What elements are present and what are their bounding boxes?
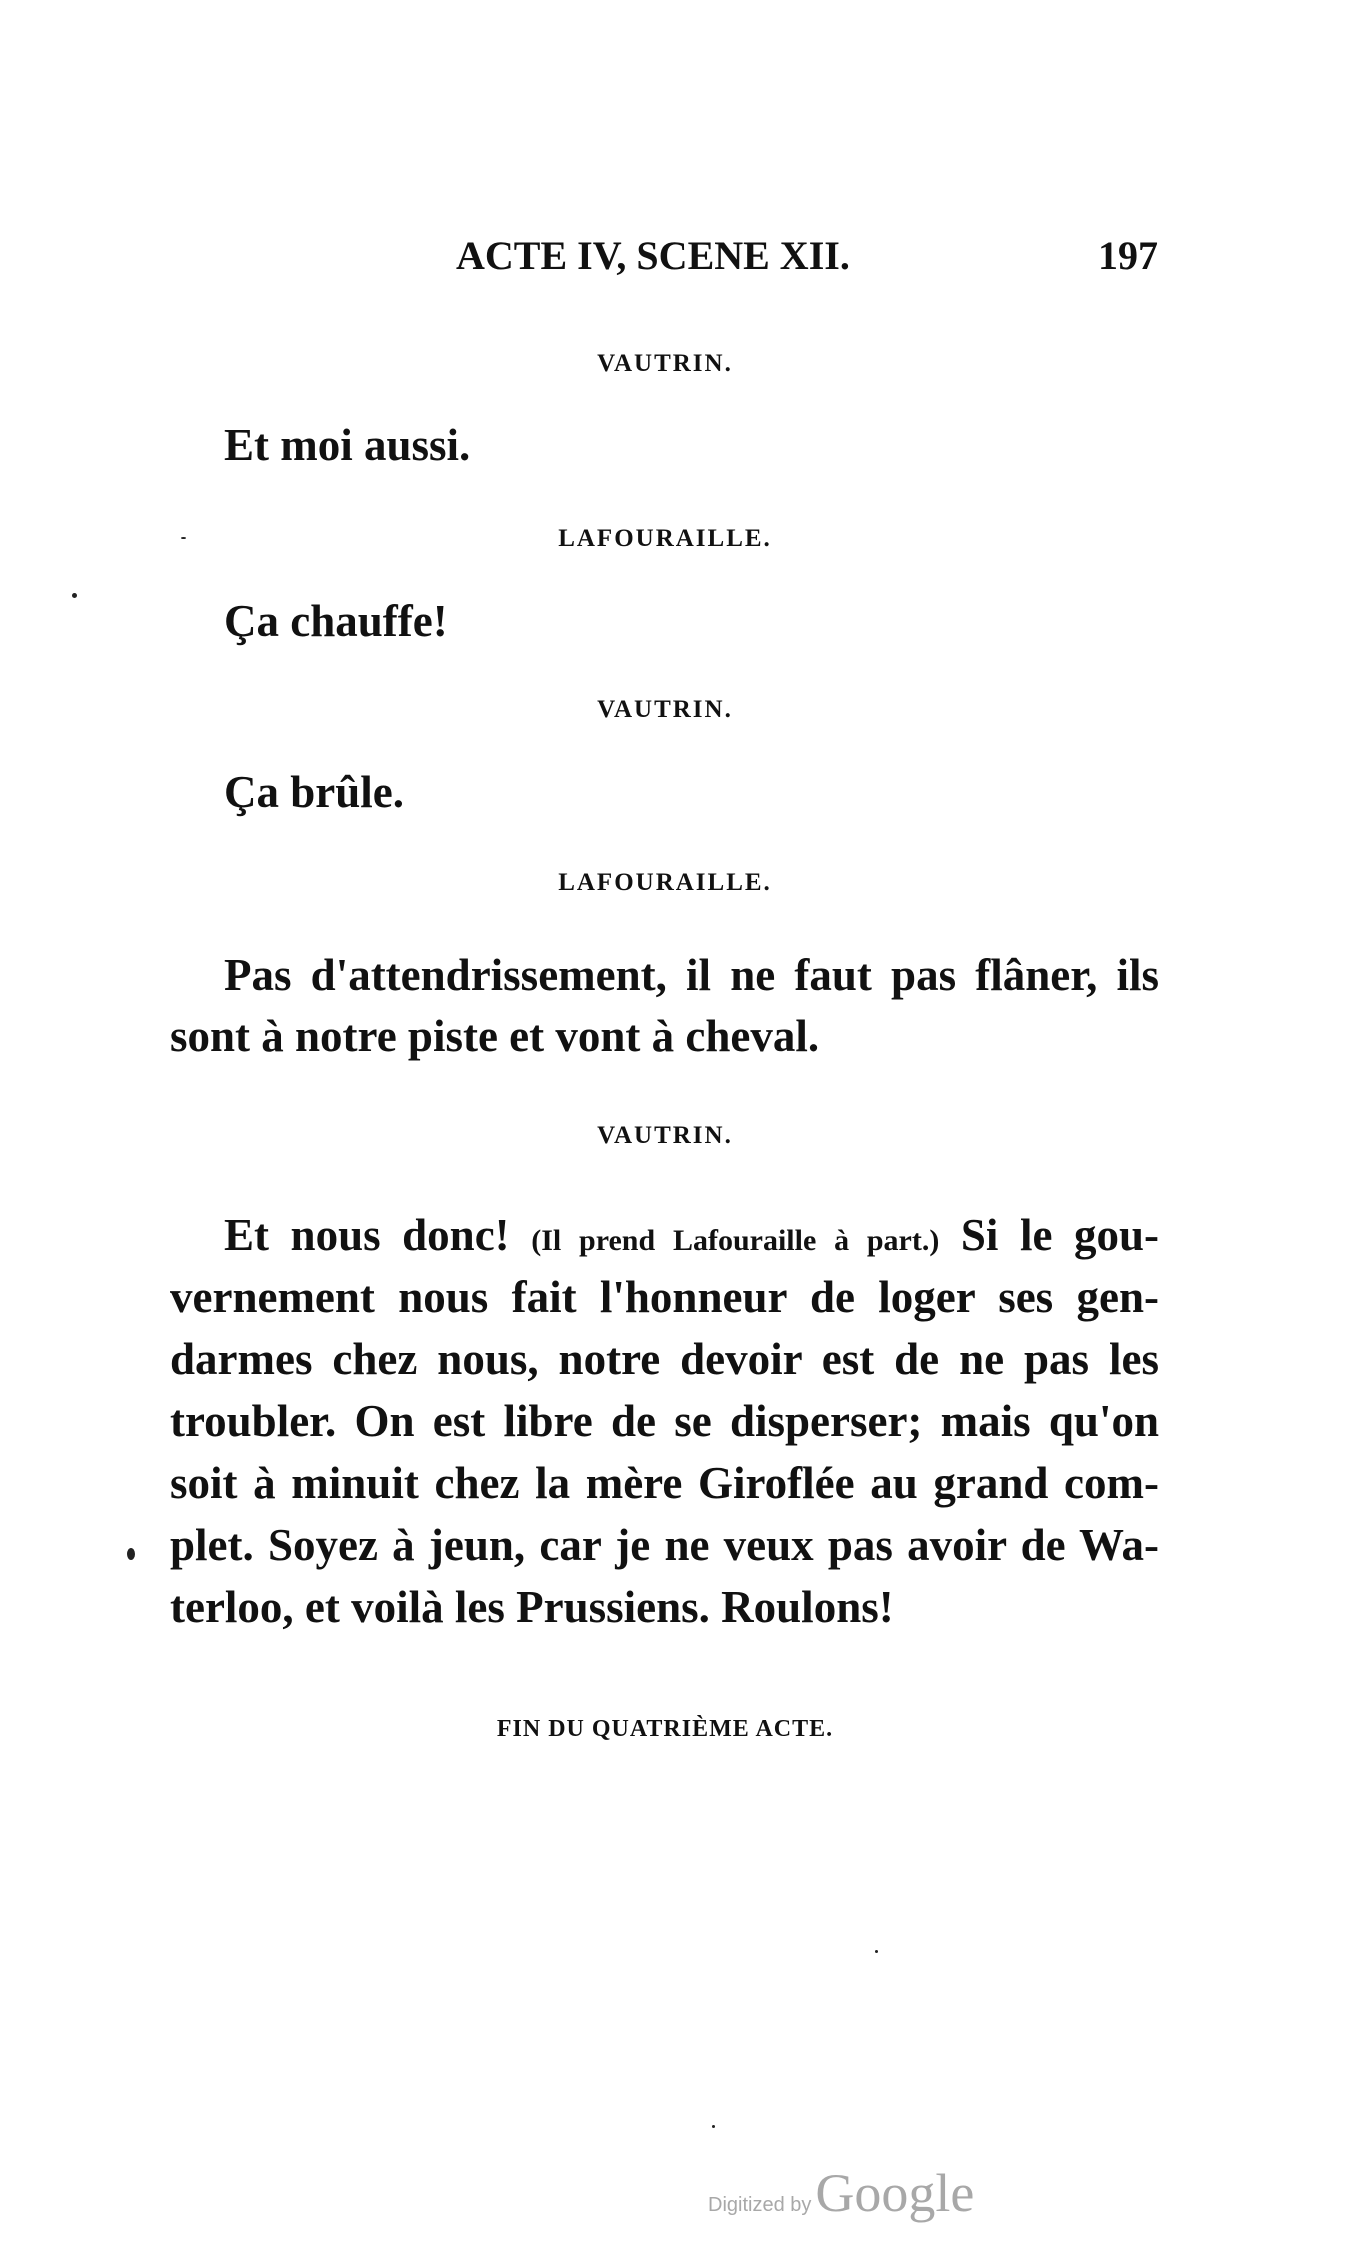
scan-speck xyxy=(72,593,77,598)
dialogue-line: soit à minuit chez la mère Giroflée au grand com- xyxy=(170,1458,1159,1508)
dialogue-line: troubler. On est libre de se disperser; mais qu'on xyxy=(170,1396,1159,1446)
scan-speck xyxy=(127,1548,135,1560)
page-number: 197 xyxy=(1098,233,1158,278)
speaker-name: LAFOURAILLE. xyxy=(558,869,772,896)
dialogue-line: sont à notre piste et vont à cheval. xyxy=(170,1011,820,1061)
dialogue-line: Ça chauffe! xyxy=(224,596,448,646)
speaker-name: VAUTRIN. xyxy=(597,1122,733,1149)
dialogue-text: Si le gou- xyxy=(960,1210,1159,1260)
end-of-act-note: FIN DU QUATRIÈME ACTE. xyxy=(496,1716,834,1742)
scan-speck xyxy=(875,1950,878,1953)
dialogue-line: terloo, et voilà les Prussiens. Roulons! xyxy=(170,1582,894,1632)
dialogue-line-first xyxy=(224,1210,1159,1266)
stage-direction: (Il prend Lafouraille à part.) xyxy=(531,1224,940,1257)
speaker-name: VAUTRIN. xyxy=(597,696,733,723)
dialogue-line: Ça brûle. xyxy=(224,767,404,817)
dialogue-line: Pas d'attendrissement, il ne faut pas flâner, ils xyxy=(224,950,1159,1000)
dialogue-text: Et nous donc! xyxy=(224,1210,510,1260)
dialogue-line: darmes chez nous, notre devoir est de ne pas les xyxy=(170,1334,1159,1384)
watermark-prefix: Digitized by xyxy=(708,2194,812,2216)
dialogue-line: vernement nous fait l'honneur de loger ses gen- xyxy=(170,1272,1159,1322)
scan-speck xyxy=(181,537,186,539)
scan-speck xyxy=(712,2125,715,2128)
dialogue-line: plet. Soyez à jeun, car je ne veux pas avoir de Wa- xyxy=(170,1520,1159,1570)
speaker-name: LAFOURAILLE. xyxy=(558,525,772,552)
dialogue-line: Et moi aussi. xyxy=(224,420,471,470)
speaker-name: VAUTRIN. xyxy=(597,350,733,377)
watermark-brand: Google xyxy=(815,2163,975,2223)
watermark xyxy=(708,2162,974,2224)
running-title: ACTE IV, SCENE XII. xyxy=(456,233,850,278)
